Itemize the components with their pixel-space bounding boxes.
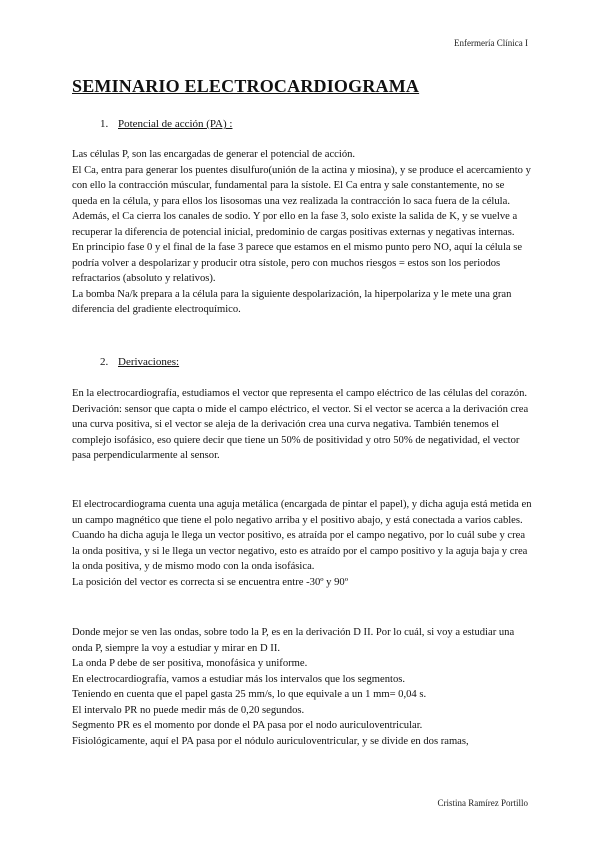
- paragraph: Fisiológicamente, aquí el PA pasa por el nódulo auriculoventricular, y se divide en dos ramas,: [72, 735, 469, 747]
- section-heading-1: [100, 118, 233, 130]
- paragraph: Derivación: sensor que capta o mide el campo eléctrico, el vector. Si el vector se acerca a la derivación crea una curva positiva, si el vector se aleja de la derivación crea una curva negativa. También tenemos el complejo isofásico, eso quiere decir que tiene un 50% de positividad y otro 50% de negatividad, el vector pasa perpendicularmente al sensor.: [72, 403, 529, 461]
- paragraph: La onda P debe de ser positiva, monofásica y uniforme.: [72, 658, 308, 669]
- paragraph: En electrocardiografía, vamos a estudiar más los intervalos que los segmentos.: [72, 673, 406, 685]
- section-2-body-a: [72, 386, 532, 464]
- page-title: SEMINARIO ELECTROCARDIOGRAMA: [72, 76, 420, 96]
- paragraph: La posición del vector es correcta si se encuentra entre -30º y 90º: [72, 576, 349, 588]
- paragraph: El intervalo PR no puede medir más de 0,20 segundos.: [72, 704, 305, 716]
- paragraph: Las células P, son las encargadas de generar el potencial de acción.: [72, 149, 356, 160]
- section-heading-2: [100, 356, 180, 368]
- section-2-body-c: [72, 625, 532, 749]
- section-number: 2.: [100, 356, 109, 368]
- section-1-body: [72, 147, 532, 318]
- paragraph: Teniendo en cuenta que el papel gasta 25 mm/s, lo que equivale a un 1 mm= 0,04 s.: [72, 689, 427, 700]
- header-course: Enfermería Clínica I: [454, 38, 528, 48]
- paragraph: Segmento PR es el momento por donde el PA pasa por el nodo auriculoventricular.: [72, 720, 423, 731]
- paragraph: Donde mejor se ven las ondas, sobre todo la P, es en la derivación D II. Por lo cuál, si voy a estudiar una onda P, siempre la voy a estudiar y mirar en D II.: [72, 627, 515, 654]
- paragraph: El Ca, entra para generar los puentes disulfuro(unión de la actina y miosina), y se produce el acercamiento y con ello la contracción múscular, fundamental para la sístole. El Ca entra y sale constantemente, no se queda en la célula, y para ellos los lisosomas una vez realizada la contracción lo saca fuera de la célula. Además, el Ca cierra los canales de sodio. Y por ello en la fase 3, solo existe la salida de K, y se vuelve a recuperar la diferencia de potencial inicial, predominio de cargas positivas externas y negativas internas.: [72, 164, 531, 238]
- paragraph: En la electrocardiografía, estudiamos el vector que representa el campo eléctrico de las células del corazón.: [72, 388, 528, 399]
- section-number: 1.: [100, 118, 109, 130]
- section-title: Potencial de acción (PA) :: [118, 118, 233, 130]
- footer-author: Cristina Ramírez Portillo: [437, 798, 528, 808]
- paragraph: En principio fase 0 y el final de la fase 3 parece que estamos en el mismo punto pero NO, aquí la célula se podría volver a despolarizar y producir otra sístole, pero con muchos riesgos = estos son los periodos refractarios (absoluto y relativos).: [72, 242, 523, 284]
- section-title: Derivaciones:: [118, 356, 180, 368]
- section-2-body-b: [72, 497, 532, 590]
- paragraph: La bomba Na/k prepara a la célula para la siguiente despolarización, la hiperpolariza y le mete una gran diferencia del gradiente electroquímico.: [72, 288, 512, 315]
- paragraph: El electrocardiograma cuenta una aguja metálica (encargada de pintar el papel), y dicha aguja está metida en un campo magnético que tiene el polo negativo arriba y el positivo abajo, y está conectada a varios cables. Cuando ha dicha aguja le llega un vector positivo, es atraída por el campo negativo, por lo cuál sube y crea la onda positiva, y si le llega un vector negativo, esto es atraído por el campo positivo y la aguja baja y crea la onda positiva, y de mismo modo con la onda isofásica.: [72, 499, 532, 572]
